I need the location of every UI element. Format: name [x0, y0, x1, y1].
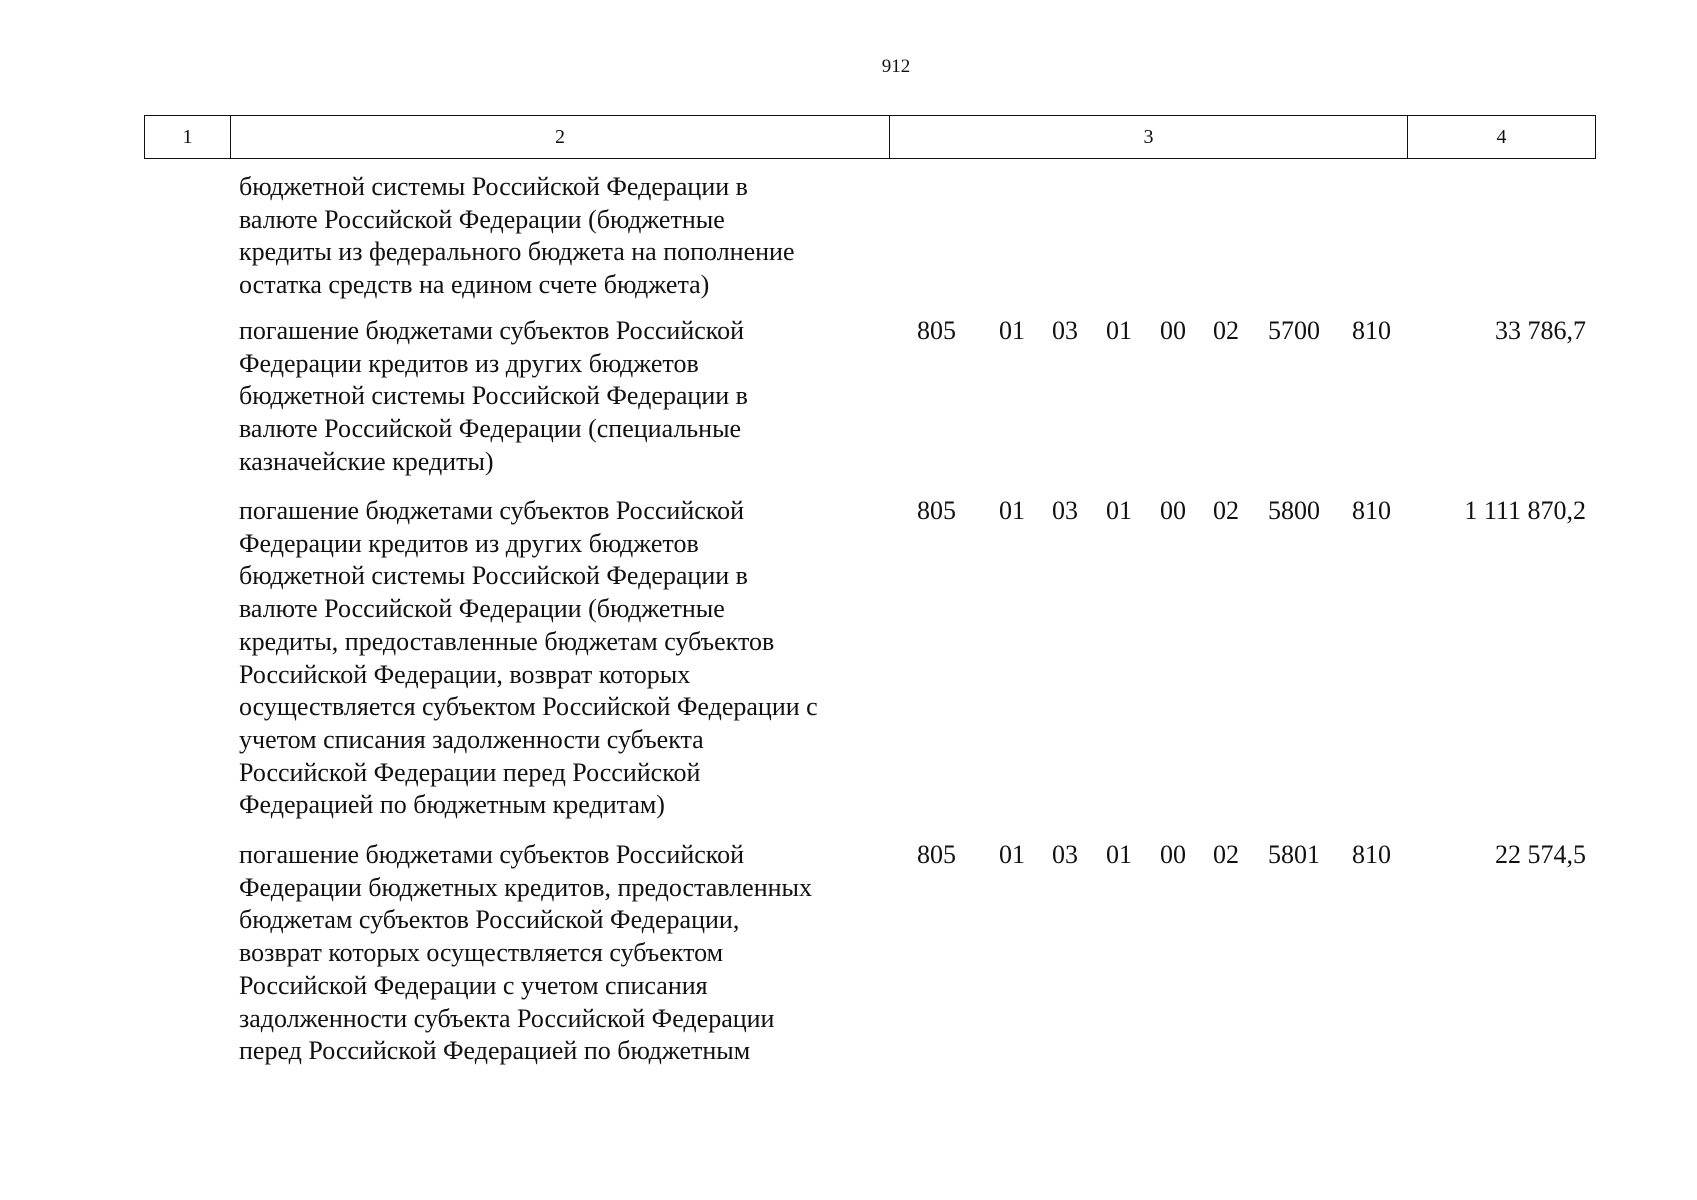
row-amount: 22 574,5: [1495, 840, 1586, 869]
header-col-4: 4: [1496, 125, 1507, 148]
table-header: [144, 115, 1596, 159]
code-program: 5801: [1268, 840, 1320, 869]
header-col-3: 3: [890, 116, 1408, 158]
code-program: 5800: [1268, 496, 1320, 525]
row-amount: 33 786,7: [1495, 316, 1586, 345]
code-group-2: 03: [1052, 496, 1078, 525]
code-economic: 810: [1352, 840, 1391, 869]
row-description: бюджетной системы Российской Федерации в валюте Российской Федерации (бюджетные кредиты из федерального бюджета на пополнение остатка средств на едином счете бюджета): [239, 172, 795, 300]
header-col-1: 1: [145, 116, 231, 158]
code-group-4: 00: [1160, 840, 1186, 869]
code-admin: 805: [917, 316, 956, 345]
row-description: погашение бюджетами субъектов Российской Федерации бюджетных кредитов, предоставленных бюджетам субъектов Российской Федерации, возврат которых осуществляется субъектом Российской Федерации с учетом списания задолженности субъекта Российской Федерации перед Российской Федерацией по бюджетным: [239, 840, 813, 1066]
row-amount: 1 111 870,2: [1464, 496, 1586, 525]
row-description: погашение бюджетами субъектов Российской Федерации кредитов из других бюджетов бюджетной системы Российской Федерации в валюте Российской Федерации (специальные казначейские кредиты): [239, 316, 748, 476]
header-col-2: 2: [231, 116, 890, 158]
code-admin: 805: [917, 496, 956, 525]
code-group-3: 01: [1106, 316, 1132, 345]
code-group-1: 01: [999, 316, 1025, 345]
code-group-2: 03: [1052, 840, 1078, 869]
code-group-1: 01: [999, 840, 1025, 869]
code-group-2: 03: [1052, 316, 1078, 345]
code-program: 5700: [1268, 316, 1320, 345]
code-group-1: 01: [999, 496, 1025, 525]
code-group-5: 02: [1213, 316, 1239, 345]
page-number: 912: [881, 56, 911, 77]
code-admin: 805: [917, 840, 956, 869]
code-group-3: 01: [1106, 840, 1132, 869]
code-group-5: 02: [1213, 840, 1239, 869]
code-economic: 810: [1352, 316, 1391, 345]
code-group-5: 02: [1213, 496, 1239, 525]
code-group-4: 00: [1160, 316, 1186, 345]
code-group-4: 00: [1160, 496, 1186, 525]
code-economic: 810: [1352, 496, 1391, 525]
code-group-3: 01: [1106, 496, 1132, 525]
row-description: погашение бюджетами субъектов Российской Федерации кредитов из других бюджетов бюджетной системы Российской Федерации в валюте Российской Федерации (бюджетные кредиты, предоставленные бюджетам субъектов Российской Федерации, возврат которых осуществляется субъектом Российской Федерации с учетом списания задолженности субъекта Российской Федерации перед Российской Федерацией по бюджетным кредитам): [239, 496, 818, 820]
